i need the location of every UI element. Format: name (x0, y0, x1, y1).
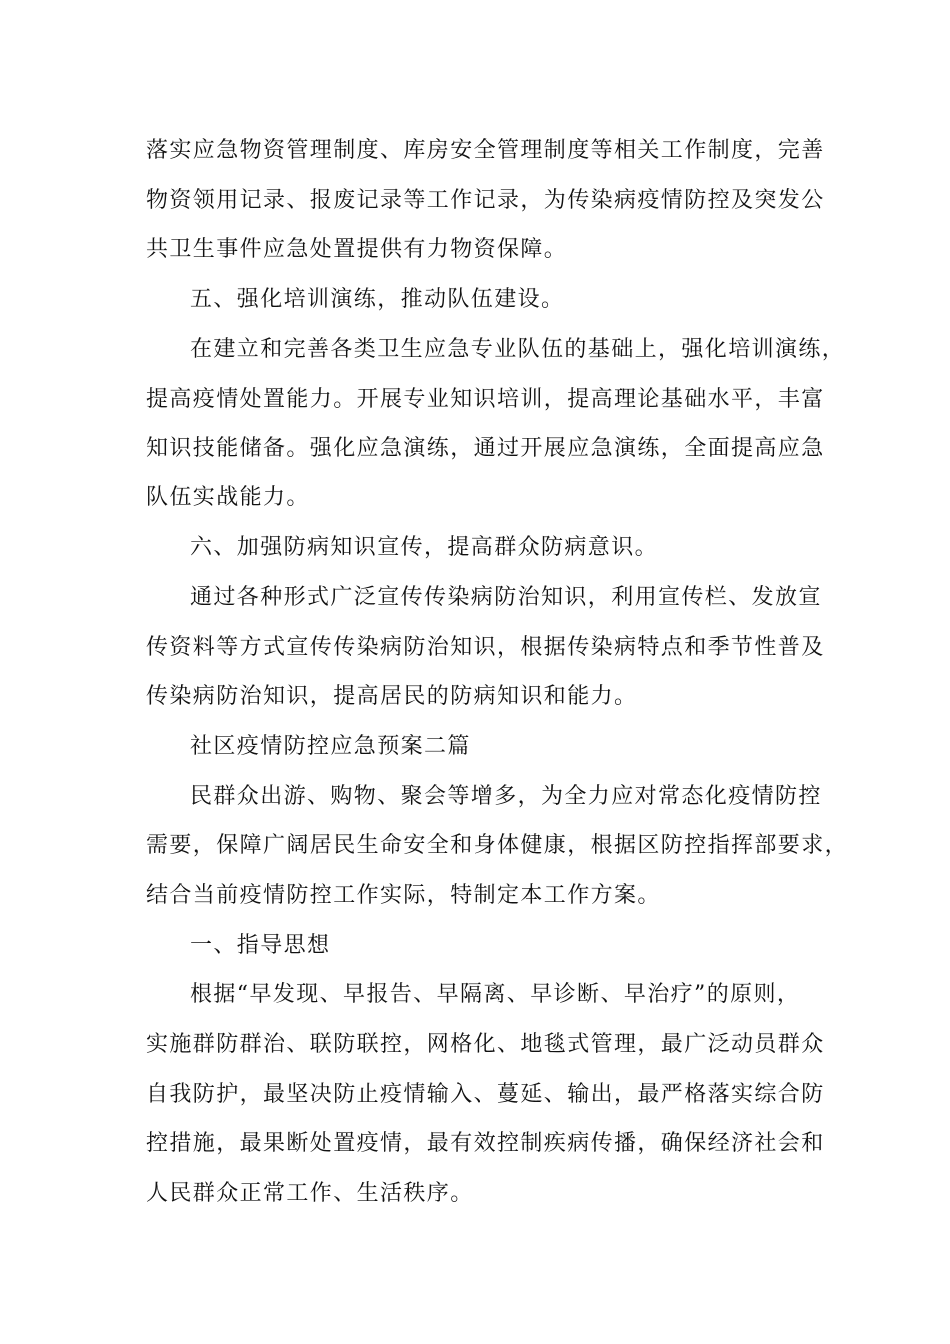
body-text-line: 人民群众正常工作、生活秩序。 (146, 1181, 474, 1206)
section-heading: 六、加强防病知识宣传，提高群众防病意识。 (190, 535, 659, 560)
body-text-line: 实施群防群治、联防联控，网格化、地毯式管理，最广泛动员群众 (146, 1032, 825, 1057)
body-text-line: 传染病防治知识，提高居民的防病知识和能力。 (146, 684, 638, 709)
body-text-line: 结合当前疫情防控工作实际，特制定本工作方案。 (146, 883, 661, 908)
body-text-line: 控措施，最果断处置疫情，最有效控制疾病传播，确保经济社会和 (146, 1131, 825, 1156)
body-text-line: 落实应急物资管理制度、库房安全管理制度等相关工作制度，完善 (146, 138, 825, 163)
section-heading: 五、强化培训演练，推动队伍建设。 (190, 287, 565, 312)
body-text-line: 根据“早发现、早报告、早隔离、早诊断、早治疗”的原则， (190, 982, 801, 1007)
body-text-line: 传资料等方式宣传传染病防治知识，根据传染病特点和季节性普及 (146, 635, 825, 660)
body-text-line: 共卫生事件应急处置提供有力物资保障。 (146, 237, 568, 262)
body-text-line: 自我防护，最坚决防止疫情输入、蔓延、输出，最严格落实综合防 (146, 1082, 825, 1107)
body-text-line: 提高疫情处置能力。开展专业知识培训，提高理论基础水平，丰富 (146, 387, 825, 412)
body-text-line: 通过各种形式广泛宣传传染病防治知识，利用宣传栏、发放宣 (190, 585, 822, 610)
section-heading: 一、指导思想 (190, 933, 331, 958)
body-text-line: 在建立和完善各类卫生应急专业队伍的基础上，强化培训演练， (190, 337, 846, 362)
body-text-line: 物资领用记录、报废记录等工作记录，为传染病疫情防控及突发公 (146, 188, 825, 213)
body-text-line: 民群众出游、购物、聚会等增多，为全力应对常态化疫情防控 (190, 784, 822, 809)
body-text-line: 队伍实战能力。 (146, 485, 310, 510)
document-subtitle: 社区疫情防控应急预案二篇 (190, 734, 471, 759)
body-text-line: 需要，保障广阔居民生命安全和身体健康，根据区防控指挥部要求， (146, 833, 849, 858)
body-text-line: 知识技能储备。强化应急演练，通过开展应急演练，全面提高应急 (146, 436, 825, 461)
